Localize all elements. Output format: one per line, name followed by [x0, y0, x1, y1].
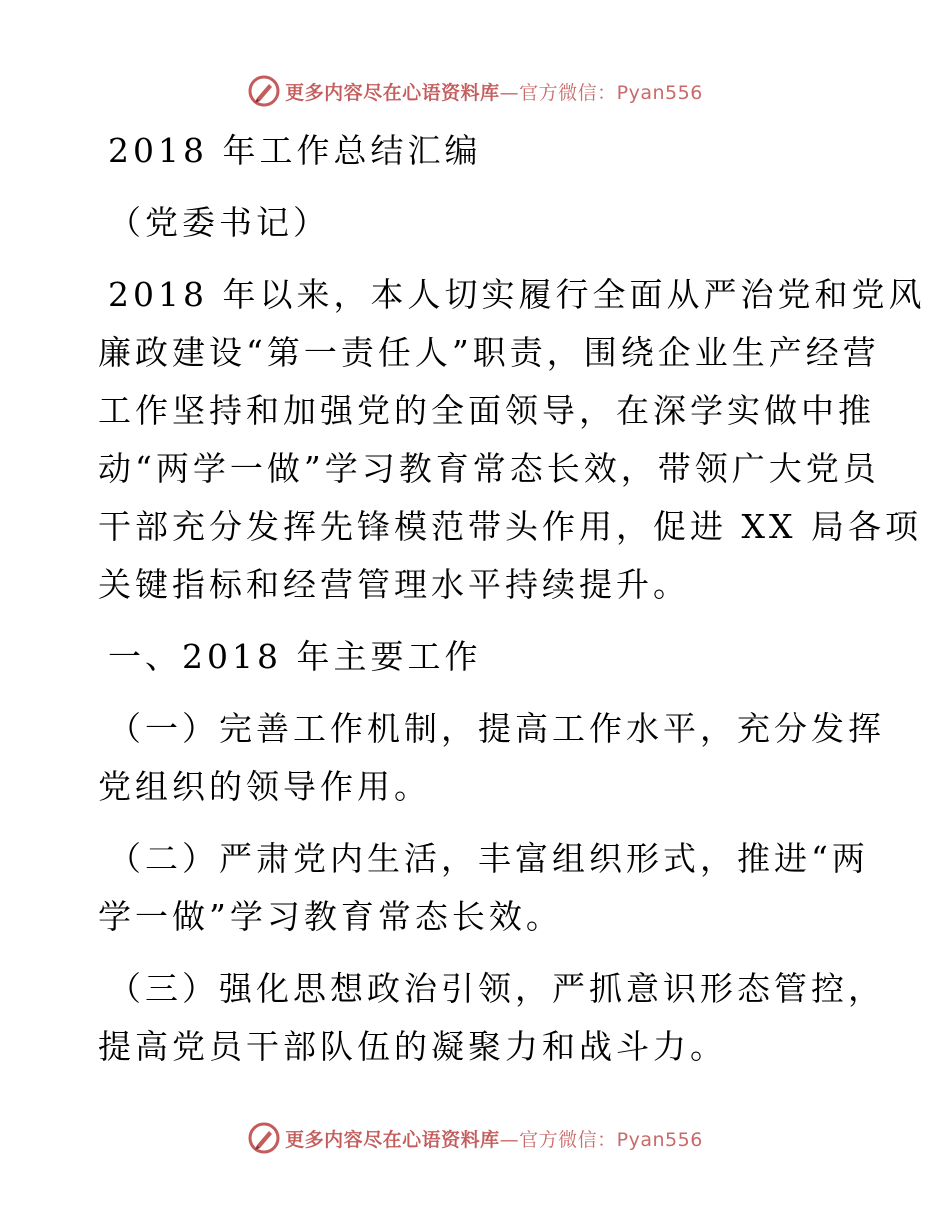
list-item-line: 提高党员干部队伍的凝聚力和战斗力。 — [98, 1027, 727, 1066]
list-item-line: 党组织的领导作用。 — [98, 767, 431, 806]
paragraph-line: 廉政建设“第一责任人”职责，围绕企业生产经营 — [98, 333, 880, 372]
watermark-sub: 官方微信：Pyan556 — [519, 1128, 703, 1151]
document-body — [98, 122, 926, 1076]
paragraph-line: 关键指标和经营管理水平持续提升。 — [98, 565, 690, 604]
watermark-separator: — — [499, 81, 520, 104]
section-heading: 一、2018 年主要工作 — [108, 637, 482, 676]
watermark-header — [0, 71, 950, 111]
watermark-separator: — — [499, 1128, 520, 1151]
list-item-line: （二）严肃党内生活，丰富组织形式，推进“两 — [108, 839, 869, 878]
watermark-footer — [0, 1118, 950, 1158]
list-item-line: （一）完善工作机制，提高工作水平，充分发挥 — [108, 709, 885, 748]
list-item-line: （三）强化思想政治引领，严抓意识形态管控， — [108, 969, 885, 1008]
pen-logo-icon — [247, 74, 281, 108]
watermark-text — [285, 1125, 703, 1152]
paragraph-line: 2018 年以来，本人切实履行全面从严治党和党风 — [108, 275, 926, 314]
intro-paragraph — [98, 266, 926, 614]
paragraph-line: 动“两学一做”学习教育常态长效，带领广大党员 — [98, 449, 880, 488]
list-item — [98, 700, 885, 816]
pen-logo-icon — [247, 1121, 281, 1155]
watermark-main: 更多内容尽在心语资料库 — [285, 1128, 500, 1151]
list-item — [98, 830, 869, 946]
watermark-text — [285, 78, 703, 105]
document-title: 2018 年工作总结汇编 — [108, 131, 482, 170]
document-subtitle: （党委书记） — [108, 203, 330, 242]
watermark-sub: 官方微信：Pyan556 — [519, 81, 703, 104]
paragraph-line: 干部充分发挥先锋模范带头作用，促进 XX 局各项 — [98, 507, 922, 546]
list-item-line: 学一做”学习教育常态长效。 — [98, 897, 563, 936]
paragraph-line: 工作坚持和加强党的全面领导，在深学实做中推 — [98, 391, 875, 430]
watermark-main: 更多内容尽在心语资料库 — [285, 81, 500, 104]
list-item — [98, 960, 885, 1076]
